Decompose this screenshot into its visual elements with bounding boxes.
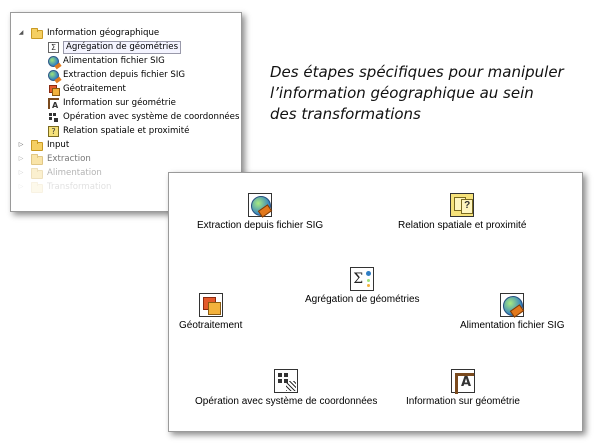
transformation-canvas[interactable]	[168, 172, 583, 432]
canvas-node-label: Relation spatiale et proximité	[398, 220, 527, 231]
canvas-node-label: Opération avec système de coordonnées	[195, 396, 378, 407]
caption-line: des transformations	[270, 105, 421, 123]
collapsed-arrow-icon[interactable]: ▷	[18, 169, 24, 176]
canvas-node-label: Alimentation fichier SIG	[460, 320, 565, 331]
tree-item-label: Agrégation de géométries	[63, 41, 181, 54]
tree-item-relation-spatiale[interactable]	[11, 124, 241, 138]
tree-item-extraction-fichier-sig[interactable]	[11, 68, 241, 82]
tree-folder-label: Transformation	[47, 182, 112, 192]
canvas-node-geotraitement[interactable]	[179, 293, 242, 331]
sum-icon[interactable]	[350, 267, 374, 291]
canvas-node-label: Extraction depuis fichier SIG	[197, 220, 324, 231]
canvas-node-agregation-geometries[interactable]	[305, 267, 420, 305]
folder-icon	[31, 154, 44, 165]
expanded-arrow-icon[interactable]: ◢	[18, 29, 24, 36]
caption-line: l’information géographique au sein	[270, 84, 534, 102]
folder-icon	[31, 168, 44, 179]
tree-folder-label: Extraction	[47, 154, 91, 164]
globe-icon[interactable]	[248, 193, 272, 217]
geoprocessing-icon	[47, 84, 60, 95]
collapsed-arrow-icon[interactable]: ▷	[18, 155, 24, 162]
tree-folder-label: Information géographique	[47, 28, 160, 38]
tree-item-label: Alimentation fichier SIG	[63, 56, 165, 66]
canvas-node-extraction-fichier-sig[interactable]	[197, 193, 323, 231]
tree-folder-label: Alimentation	[47, 168, 102, 178]
tree-item-geotraitement[interactable]	[11, 82, 241, 96]
tree-folder-extraction[interactable]	[11, 152, 241, 166]
tree-folder-label: Input	[47, 140, 70, 150]
geoprocessing-icon[interactable]	[199, 293, 223, 317]
caption-line: Des étapes spécifiques pour manipuler	[270, 63, 564, 81]
tree-item-label: Géotraitement	[63, 84, 126, 94]
tree-item-operation-coordonnees[interactable]	[11, 110, 241, 124]
caption-text	[270, 62, 590, 125]
tree-item-label: Extraction depuis fichier SIG	[63, 70, 186, 80]
geometry-info-icon	[47, 98, 60, 109]
collapsed-arrow-icon[interactable]: ▷	[18, 183, 24, 190]
globe-icon[interactable]	[500, 293, 524, 317]
geometry-info-icon[interactable]	[451, 369, 475, 393]
tree-item-label: Opération avec système de coordonnées	[63, 112, 240, 122]
tree-item-agregation-geometries[interactable]	[11, 40, 241, 54]
canvas-node-information-geometrie[interactable]	[406, 369, 520, 407]
spatial-relation-icon[interactable]	[450, 193, 474, 217]
canvas-node-relation-spatiale[interactable]	[398, 193, 526, 231]
canvas-node-label: Agrégation de géométries	[305, 294, 420, 305]
canvas-node-label: Géotraitement	[179, 320, 243, 331]
folder-icon	[31, 28, 44, 39]
tree-item-information-geometrie[interactable]	[11, 96, 241, 110]
tree-item-alimentation-fichier-sig[interactable]	[11, 54, 241, 68]
tree-folder-information-geographique[interactable]	[11, 26, 241, 40]
canvas-node-label: Information sur géométrie	[406, 396, 520, 407]
canvas-node-operation-coordonnees[interactable]	[195, 369, 377, 407]
globe-icon	[47, 56, 60, 67]
folder-icon	[31, 182, 44, 193]
canvas-node-alimentation-fichier-sig[interactable]	[460, 293, 565, 331]
tree-item-label: Information sur géométrie	[63, 98, 176, 108]
spatial-relation-icon: ?	[47, 126, 60, 137]
coordinates-icon	[47, 112, 60, 123]
sum-icon: Σ	[47, 42, 60, 53]
coordinates-icon[interactable]	[274, 369, 298, 393]
tree-folder-input[interactable]	[11, 138, 241, 152]
tree-item-label: Relation spatiale et proximité	[63, 126, 190, 136]
globe-icon	[47, 70, 60, 81]
folder-icon	[31, 140, 44, 151]
collapsed-arrow-icon[interactable]: ▷	[18, 141, 24, 148]
